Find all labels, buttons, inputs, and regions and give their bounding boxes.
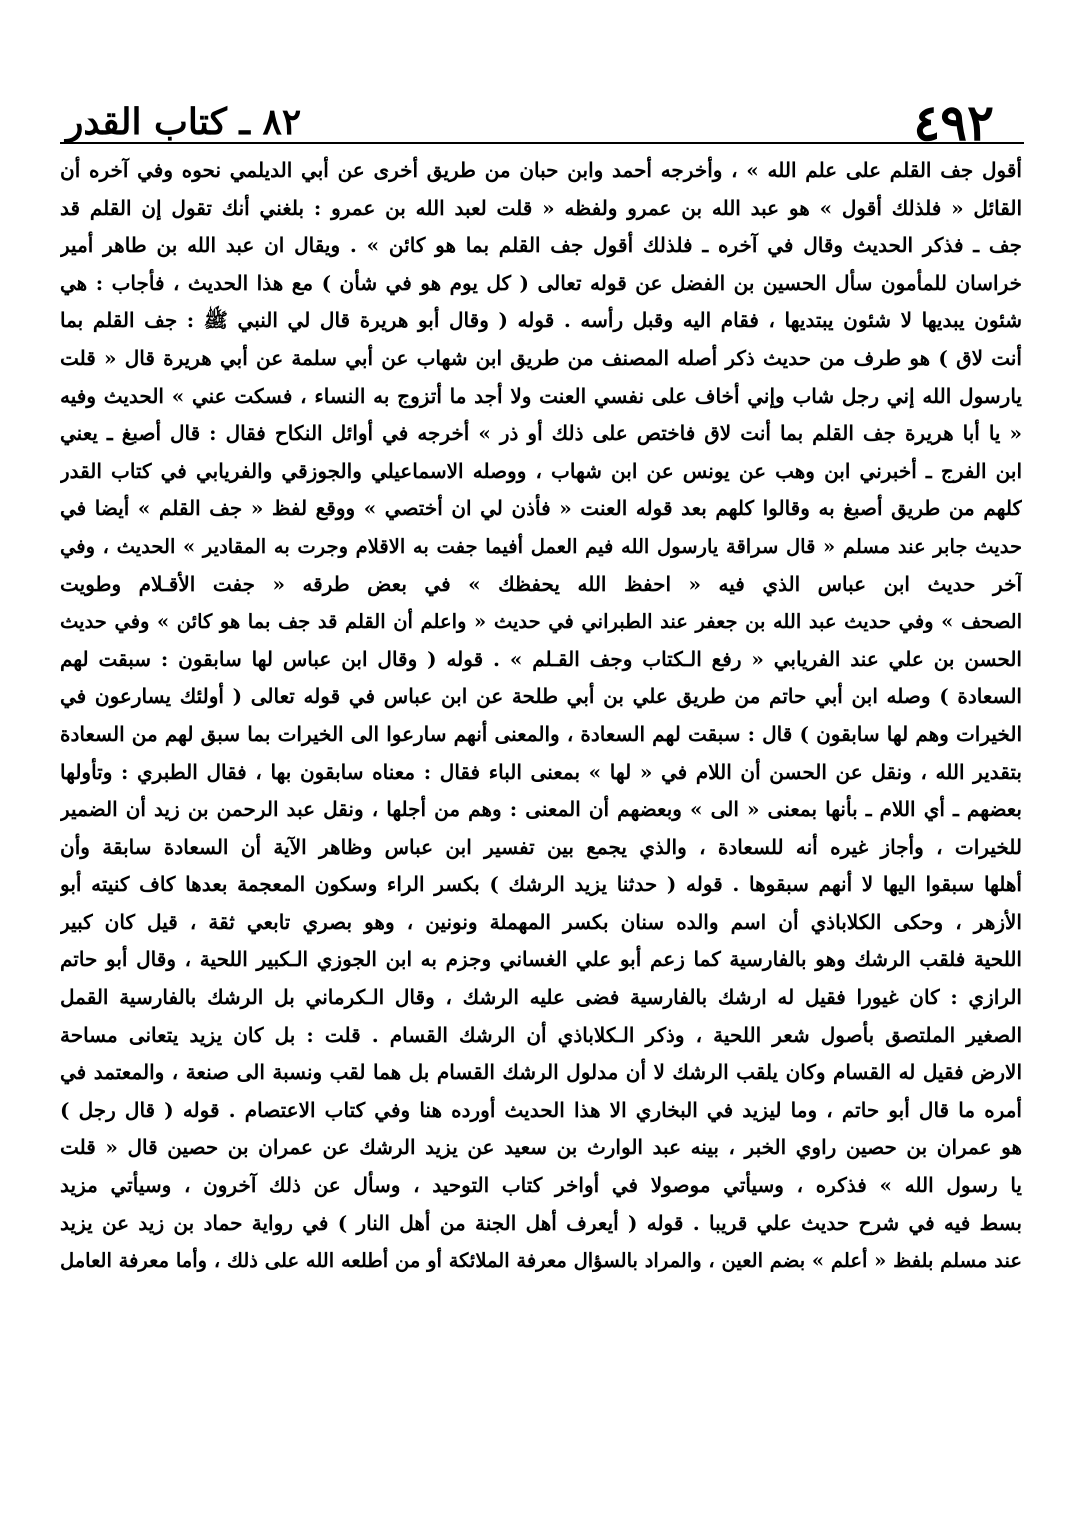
text-line: شئون يبديها لا شئون يبتديها ، فقام اليه وقبل رأسه . قوله ( وقال أبو هريرة قال لي النبي ﷺ : جف القلم بما — [60, 308, 1022, 333]
text-line: الرازي : كان غيورا فقيل له ارشك بالفارسية فضى عليه الرشك ، وقال الـكرماني بل الرشك بالفارسية القمل — [60, 985, 1022, 1010]
text-line: يا رسول الله » فذكره ، وسيأتي موصولا في أواخر كتاب التوحيد ، وسأل عن ذلك آخرون ، وسيأتي مزيد — [60, 1173, 1022, 1198]
text-line: ابن الفرج ـ أخبرني ابن وهب عن يونس عن ابن شهاب ، ووصله الاسماعيلي والجوزقي والفريابي في كتاب القدر — [60, 458, 1022, 483]
text-line: خراسان للمأمون سأل الحسين بن الفضل عن قوله تعالى ( كل يوم هو في شأن ) مع هذا الحديث ، فأجاب : هي — [60, 270, 1022, 295]
text-line: الخيرات وهم لها سابقون ) قال : سبقت لهم السعادة ، والمعنى أنهم سارعوا الى الخيرات بما سبق لهم من السعادة — [60, 721, 1022, 746]
text-line: أمره ما قال أبو حاتم ، وما ليزيد في البخاري الا هذا الحديث أورده هنا وفي كتاب الاعتصام . قوله ( قال رجل ) — [60, 1097, 1022, 1122]
text-line: الارض فقيل له القسام وكان يلقب الرشك لا أن مدلول الرشك القسام بل هما لقب ونسبة الى صنعة ، والمعتمد في — [60, 1060, 1022, 1085]
text-line: هو عمران بن حصين راوي الخبر ، بينه عبد الوارث بن سعيد عن يزيد الرشك عن عمران بن حصين قال « قلت — [60, 1135, 1022, 1160]
text-line: الحسن بن علي عند الفريابي « رفع الـكتاب وجف القـلم » . قوله ( وقال ابن عباس لها سابقون : سبقت لهم — [60, 646, 1022, 671]
text-line: « يا أبا هريرة جف القلم بما أنت لاق فاختص على ذلك أو ذر » أخرجه في أوائل النكاح فقال : قال أصبغ ـ يعني — [60, 421, 1022, 446]
text-line: الأزهر ، وحكى الكلاباذي أن اسم والده سنان بكسر المهملة ونونين ، وهو بصري تابعي ثقة ، قيل كان كبير — [60, 909, 1022, 934]
text-line: آخر حديث ابن عباس الذي فيه « احفظ الله يحفظك » في بعض طرقه « جفت الأقـلام وطويت — [60, 571, 1022, 596]
body-text — [60, 152, 1022, 1452]
text-line: الصحف » وفي حديث عبد الله بن جعفر عند الطبراني في حديث « واعلم أن القلم قد جف بما هو كائن » وفي حديث — [60, 610, 1022, 634]
text-line: أنت لاق ) هو طرف من حديث ذكر أصله المصنف من طريق ابن شهاب عن أبي سلمة عن أبي هريرة قال « قلت — [60, 345, 1022, 370]
text-line: للخيرات ، وأجاز غيره أنه للسعادة ، والذي يجمع بين تفسير ابن عباس وظاهر الآية أن السعادة سابقة وأن — [60, 834, 1022, 859]
text-line: أقول جف القلم على علم الله » ، وأخرجه أحمد وابن حبان من طريق أخرى عن أبي الديلمي نحوه وفي آخره أن — [60, 158, 1022, 182]
header-rule — [60, 142, 1024, 144]
text-line: عند مسلم بلفظ « أعلم » بضم العين ، والمراد بالسؤال معرفة الملائكة أو من أطلعه الله على ذلك ، وأما معرفة العامل — [60, 1249, 1022, 1273]
text-line: جف ـ فذكر الحديث وقال في آخره ـ فلذلك أقول جف القلم بما هو كائن » . ويقال ان عبد الله بن طاهر أمير — [60, 233, 1022, 258]
text-line: بسط فيه في شرح حديث علي قريبا . قوله ( أيعرف أهل الجنة من أهل النار ) في رواية حماد بن زيد عن يزيد — [60, 1210, 1022, 1235]
text-line: اللحية فلقب الرشك وهو بالفارسية كما زعم أبو علي الغساني وجزم به ابن الجوزي الـكبير اللحية ، وقال أبو حاتم — [60, 947, 1022, 972]
page-header — [0, 0, 1082, 152]
text-line: كلهم من طريق أصبغ به وقالوا كلهم بعد قوله العنت « فأذن لي ان أختصي » ووقع لفظ « جف القلم » أيضا في — [60, 496, 1022, 521]
text-line: القائل « فلذلك أقول » هو عبد الله بن عمرو ولفظه « قلت لعبد الله بن عمرو : بلغني أنك تقول إن القلم قد — [60, 195, 1022, 220]
text-line: الصغير الملتصق بأصول شعر اللحية ، وذكر الـكلاباذي أن الرشك القسام . قلت : بل كان يزيد يتعانى مساحة — [60, 1022, 1022, 1047]
text-line: بعضهم ـ أي اللام ـ بأنها بمعنى « الى » وبعضهم أن المعنى : وهم من أجلها ، ونقل عبد الرحمن بن زيد أن الضمير — [60, 797, 1022, 822]
text-line: أهلها سبقوا اليها لا أنهم سبقوها . قوله ( حدثنا يزيد الرشك ) بكسر الراء وسكون المعجمة بعدها كاف كنيته أبو — [60, 872, 1022, 897]
text-line: يارسول الله إني رجل شاب وإني أخاف على نفسي العنت ولا أجد ما أتزوج به النساء ، فسكت عني » الحديث وفيه — [60, 383, 1022, 408]
text-line: السعادة ) وصله ابن أبي حاتم من طريق علي بن أبي طلحة عن ابن عباس في قوله تعالى ( أولئك يسارعون في — [60, 684, 1022, 709]
page-number: ٤٩٢ — [913, 93, 994, 152]
text-line: بتقدير الله ، ونقل عن الحسن أن اللام في « لها » بمعنى الباء فقال : معناه سابقون بها ، فقال الطبري : وتأولها — [60, 759, 1022, 784]
text-line: حديث جابر عند مسلم « قال سراقة يارسول الله فيم العمل أفيما جفت به الاقلام وجرت به المقادير » الحديث ، وفي — [60, 534, 1022, 558]
running-title: ٨٢ ـ كتاب القدر — [66, 101, 302, 143]
